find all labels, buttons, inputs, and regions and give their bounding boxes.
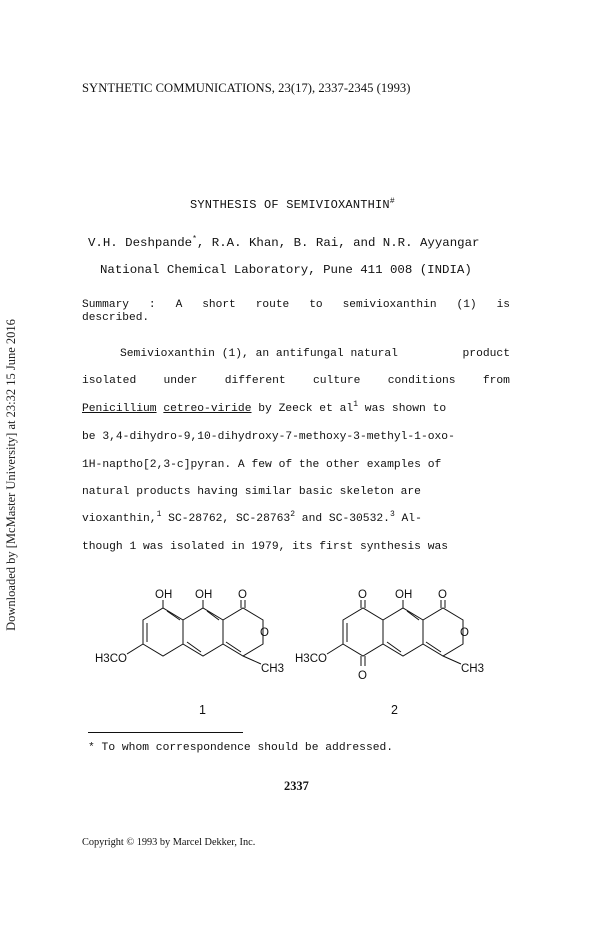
- footnote: * To whom correspondence should be addressed.: [88, 742, 394, 754]
- compound-1-oh-left: OH: [155, 589, 173, 601]
- reference-mark: 1: [353, 400, 359, 409]
- corresponding-author-mark: *: [192, 235, 197, 244]
- body-line-8: though 1 was isolated in 1979, its first synthesis was: [82, 541, 449, 553]
- compound-2-oh: OH: [395, 589, 413, 601]
- compound-1-carbonyl-o: O: [238, 589, 247, 601]
- body-text: vioxanthin,: [82, 513, 157, 525]
- compound-2-ring-o: O: [460, 627, 469, 639]
- summary-word: to: [309, 299, 323, 311]
- corresponding-author: V.H. Deshpande: [88, 236, 193, 250]
- journal-header: SYNTHETIC COMMUNICATIONS, 23(17), 2337-2345 (1993): [82, 81, 411, 95]
- summary-word: Summary: [82, 299, 129, 311]
- summary-line-1: [82, 299, 510, 312]
- article-title-text: SYNTHESIS OF SEMIVIOXANTHIN: [190, 198, 390, 212]
- compound-1-number: 1: [199, 703, 206, 717]
- summary-word: route: [255, 299, 290, 311]
- compound-2-carbonyl-o: O: [438, 589, 447, 601]
- summary-word: is: [496, 299, 510, 311]
- summary-word: :: [148, 299, 156, 311]
- body-word: under: [163, 375, 198, 387]
- compound-2-quinone-o-bottom: O: [358, 670, 367, 682]
- body-word: from: [482, 375, 510, 387]
- body-word: culture: [313, 375, 361, 387]
- body-line-2: [82, 375, 510, 387]
- page-number: 2337: [284, 779, 309, 793]
- body-text: Al-: [394, 513, 422, 525]
- affiliation: National Chemical Laboratory, Pune 411 008 (INDIA): [100, 263, 472, 277]
- compound-2-methyl: CH3: [461, 663, 485, 675]
- coauthors: , R.A. Khan, B. Rai, and N.R. Ayyangar: [196, 236, 480, 250]
- summary: [82, 299, 510, 325]
- compound-1-ring-o: O: [260, 627, 269, 639]
- structures-drawing: [85, 589, 515, 726]
- reference-mark: 2: [290, 510, 296, 519]
- genus-name: Penicillium: [82, 403, 157, 415]
- author-list: [88, 236, 479, 250]
- copyright-notice: Copyright © 1993 by Marcel Dekker, Inc.: [82, 837, 256, 848]
- body-text: by Zeeck et al: [251, 403, 354, 415]
- title-footnote-mark: #: [389, 197, 395, 206]
- body-line-1: [82, 348, 510, 360]
- compound-1-methyl: CH3: [261, 663, 285, 675]
- compound-1-skeleton: [127, 600, 263, 664]
- body-text: product: [462, 348, 510, 360]
- compound-2-number: 2: [391, 703, 398, 717]
- reference-mark: 3: [389, 510, 395, 519]
- compound-1-oh-right: OH: [195, 589, 213, 601]
- body-text: SC-28762, SC-28763: [161, 513, 291, 525]
- reference-mark: 1: [156, 510, 162, 519]
- download-watermark: Downloaded by [McMaster University] at 23:32 15 June 2016: [4, 319, 18, 631]
- summary-word: (1): [456, 299, 477, 311]
- body-line-5: 1H-naptho[2,3-c]pyran. A few of the other examples of: [82, 459, 442, 471]
- body-line-4: be 3,4-dihydro-9,10-dihydroxy-7-methoxy-3-methyl-1-oxo-: [82, 431, 455, 443]
- body-text: and SC-30532.: [295, 513, 390, 525]
- body-line-6: natural products having similar basic skeleton are: [82, 486, 421, 498]
- compound-2-methoxy: H3CO: [295, 653, 327, 665]
- body-word: conditions: [387, 375, 456, 387]
- species-name: cetreo-viride: [163, 403, 252, 415]
- compound-2-quinone-o-top: O: [358, 589, 367, 601]
- summary-word: A: [175, 299, 183, 311]
- body-word: different: [224, 375, 286, 387]
- chemical-structures: [85, 589, 515, 726]
- summary-word: semivioxanthin: [342, 299, 437, 311]
- summary-word: short: [202, 299, 236, 311]
- body-text: Semivioxanthin (1), an antifungal natural: [120, 348, 398, 360]
- article-title: [190, 198, 395, 212]
- footnote-divider: [88, 732, 243, 733]
- body-line-7: [82, 510, 510, 525]
- body-word: isolated: [82, 375, 137, 387]
- body-line-3: [82, 400, 510, 415]
- body-text: was shown to: [358, 403, 447, 415]
- compound-1-methoxy: H3CO: [95, 653, 127, 665]
- compound-2-skeleton: [327, 600, 463, 666]
- summary-line-2: described.: [82, 312, 150, 324]
